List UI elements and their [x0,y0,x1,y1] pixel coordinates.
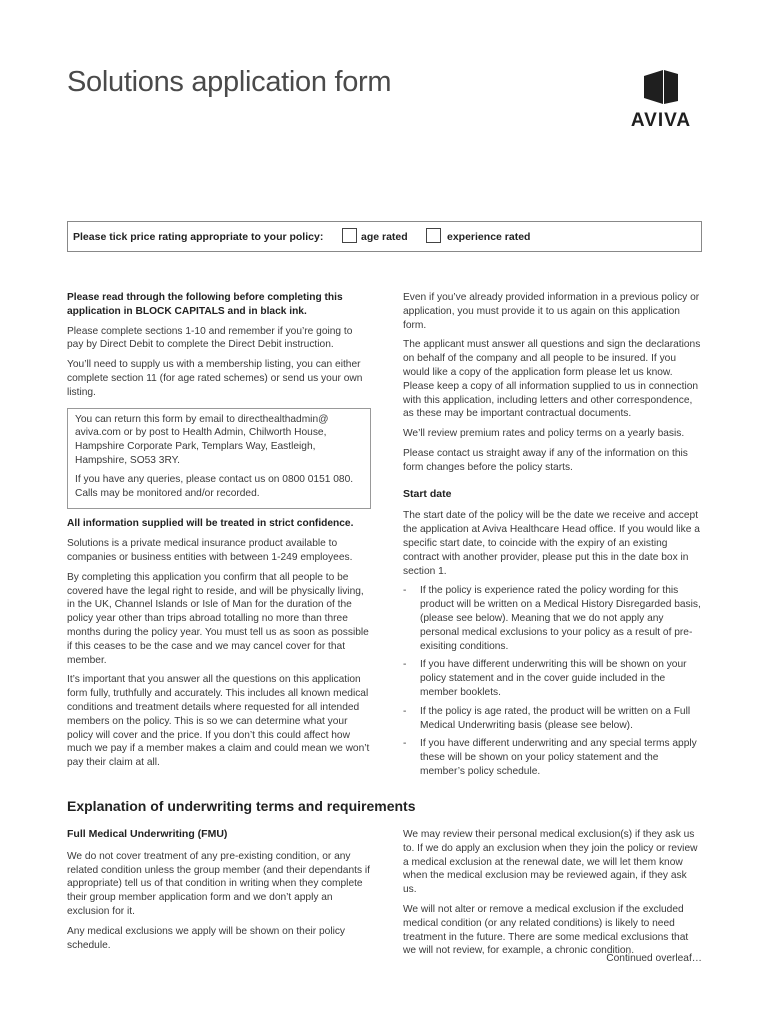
fmu-exclusions-paragraph: Any medical exclusions we apply will be shown on their policy schedule. [67,925,346,951]
fmu-heading: Full Medical Underwriting (FMU) [67,828,228,840]
fmu-paragraph: We do not cover treatment of any pre-existing condition, or any related condition unless the group member (and their dependants if appropriate) tell us of that condition in writing when they complete their group member application form and we don’t apply an exclusion for it. [67,850,370,917]
residency-paragraph: By completing this application you confirm that all people to be covered have the legal right to reside, and will be physically living, in the UK, Channel Islands or Isle of Man for the duration of the policy year other than trips abroad totalling no more than three months during the policy year. You must tell us as soon as possible if this ceases to be the case and we may cancel cover for that member. [67,571,369,666]
age-rated-label: age rated [361,231,408,243]
start-date-bullet-list [403,584,701,778]
queries-paragraph: If you have any queries, please contact us on 0800 0151 080. Calls may be monitored and/or recorded. [75,473,354,499]
start-date-heading: Start date [403,487,452,500]
page-title: Solutions application form [67,66,392,98]
premium-review-paragraph: We’ll review premium rates and policy terms on a yearly basis. [403,428,685,440]
bullet-text: If the policy is age rated, the product will be written on a Full Medical Underwriting basis (please see below). [420,705,691,731]
intro-bold-text: Please read through the following before completing this application in BLOCK CAPITALS and in black ink. [67,292,343,317]
bullet-dash: - [403,585,407,597]
bullet-text: If you have different underwriting this will be shown on your policy statement and in the cover guide included in the member booklets. [420,659,687,698]
experience-rated-checkbox[interactable] [426,228,441,243]
price-rating-box [67,221,702,252]
bullet-text: If the policy is experience rated the policy wording for this product will be written on a Medical History Disregarded basis, (please see below). Meaning that we do not apply any personal medical exclusions to your policy as a result of pre-exisiting conditions. [420,585,701,652]
declarations-paragraph: The applicant must answer all questions and sign the declarations on behalf of the company and all people to be insured. If you would like a copy of the application form please let us know. Please keep a copy of all information supplied to us in connection with this application, including letters and other correspondence, as these may be important contractual documents. [403,339,701,420]
bullet-text: If you have different underwriting and any special terms apply these will be shown on your policy statement and the member’s policy schedule. [420,738,697,777]
right-column [403,291,701,784]
logo-text: AVIVA [630,110,692,131]
confidence-statement: All information supplied will be treated in strict confidence. [67,518,354,530]
exclusion-alter-paragraph: We will not alter or remove a medical exclusion if the excluded medical condition (or any related conditions) is likely to need treatment in the future. There are some medical exclusions that we will not review, for example, a chronic condition. [403,903,689,957]
bullet-dash: - [403,659,407,671]
changes-paragraph: Please contact us straight away if any of the information on this form changes before the policy starts. [403,447,688,473]
price-rating-prompt: Please tick price rating appropriate to your policy: [73,231,324,243]
sections-paragraph: Please complete sections 1-10 and remember if you’re going to pay by Direct Debit to complete the Direct Debit instruction. [67,325,353,351]
bullet-dash: - [403,738,407,750]
left-column [67,291,371,776]
list-item [403,705,701,733]
start-date-paragraph: The start date of the policy will be the date we receive and accept the application at Aviva Healthcare Head office. If you would like a specific start date, to coincide with the expiry of an existing contract with another provider, please put this in the date box in section 1. [403,510,700,577]
experience-rated-label: experience rated [447,231,531,243]
accuracy-paragraph: It’s important that you answer all the questions on this application form fully, truthfully and accurately. This includes all known medical conditions and treatment details where requested for all intended members on the policy. This is so we can determine what your policy will cover and the price. If you don’t this could affect how much we pay if a member makes a claim and could mean we won’t pay their claim at all. [67,674,370,769]
membership-listing-paragraph: You’ll need to supply us with a membership listing, you can either complete section 11 (for age rated schemes) or send us your own listing. [67,359,363,398]
contact-box [67,408,371,510]
exclusion-review-paragraph: We may review their personal medical exclusion(s) if they ask us to. If we do apply an exclusion when they join the policy or review a medical exclusion at the renewal date, we will let them know when the medical exclusion may be reviewed again, if they ask us. [403,829,698,896]
aviva-logo-mark-icon [641,70,681,104]
list-item [403,584,701,653]
previous-info-paragraph: Even if you’ve already provided information in a previous policy or application, you must provide it to us again on this application form. [403,292,700,331]
underwriting-heading: Explanation of underwriting terms and requirements [67,798,416,814]
fmu-column [67,828,371,958]
bullet-dash: - [403,705,407,717]
aviva-logo [615,70,707,132]
age-rated-checkbox[interactable] [342,228,357,243]
continued-overleaf: Continued overleaf… [606,953,702,964]
product-paragraph: Solutions is a private medical insurance product available to companies or business entities with between 1-249 employees. [67,538,353,563]
list-item [403,737,701,778]
return-form-paragraph: You can return this form by email to directhealthadmin@ aviva.com or by post to Health Admin, Chilworth House, Hampshire Corporate Park, Templars Way, Eastleigh, Hampshire, SO53 3RY. [75,413,329,466]
exclusions-column [403,828,701,964]
list-item [403,658,701,699]
